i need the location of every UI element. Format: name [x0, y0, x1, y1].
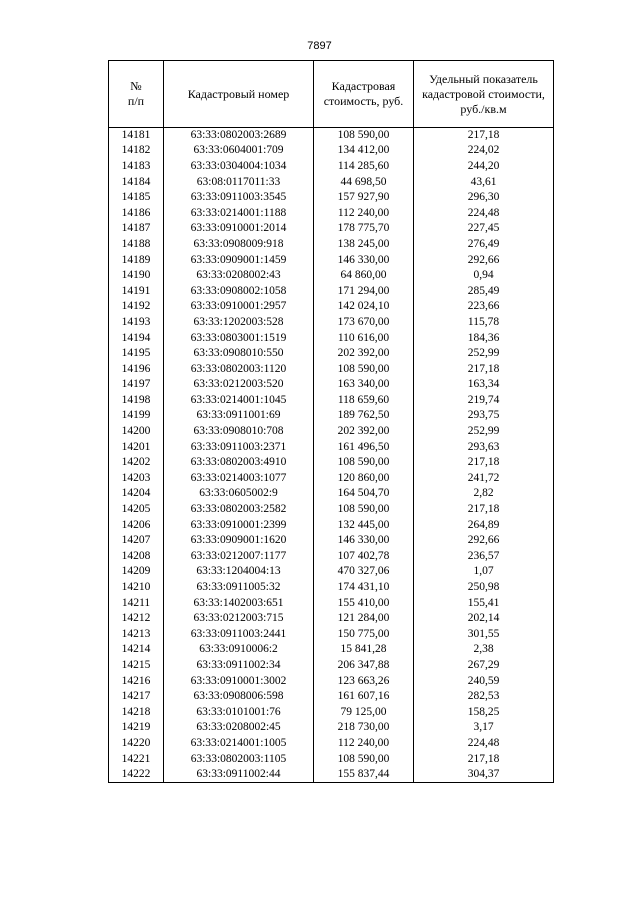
cadastral-number-cell: 63:33:0101001:76	[164, 704, 314, 720]
row-number-cell: 14191	[109, 283, 164, 299]
specific-value-cell: 155,41	[414, 595, 554, 611]
specific-value-cell: 241,72	[414, 471, 554, 487]
cadastral-number-cell: 63:33:0304004:1034	[164, 159, 314, 175]
table-row	[109, 159, 554, 175]
specific-value-cell: 252,99	[414, 346, 554, 362]
cadastral-number-cell: 63:33:0908002:1058	[164, 283, 314, 299]
specific-value-cell: 292,66	[414, 533, 554, 549]
cadastral-number-cell: 63:33:0802003:1120	[164, 361, 314, 377]
table-row	[109, 751, 554, 767]
table-row	[109, 455, 554, 471]
specific-value-cell: 224,48	[414, 736, 554, 752]
cadastral-value-cell: 108 590,00	[314, 502, 414, 518]
cadastral-value-cell: 138 245,00	[314, 237, 414, 253]
row-number-cell: 14197	[109, 377, 164, 393]
table-row	[109, 283, 554, 299]
table-header	[109, 61, 554, 128]
table-row	[109, 720, 554, 736]
row-number-cell: 14219	[109, 720, 164, 736]
cadastral-value-cell: 178 775,70	[314, 221, 414, 237]
cadastral-value-cell: 134 412,00	[314, 143, 414, 159]
cadastral-value-cell: 173 670,00	[314, 315, 414, 331]
table-row	[109, 268, 554, 284]
row-number-cell: 14184	[109, 174, 164, 190]
cadastral-value-cell: 44 698,50	[314, 174, 414, 190]
cadastral-number-cell: 63:33:0214001:1005	[164, 736, 314, 752]
row-number-cell: 14202	[109, 455, 164, 471]
header-cadastral-number: Кадастровый номер	[164, 61, 314, 128]
row-number-cell: 14181	[109, 128, 164, 144]
row-number-cell: 14201	[109, 439, 164, 455]
row-number-cell: 14195	[109, 346, 164, 362]
row-number-cell: 14221	[109, 751, 164, 767]
specific-value-cell: 244,20	[414, 159, 554, 175]
cadastral-number-cell: 63:33:0908010:550	[164, 346, 314, 362]
specific-value-cell: 2,38	[414, 642, 554, 658]
cadastral-value-cell: 120 860,00	[314, 471, 414, 487]
cadastral-number-cell: 63:33:1204004:13	[164, 564, 314, 580]
specific-value-cell: 217,18	[414, 751, 554, 767]
specific-value-cell: 3,17	[414, 720, 554, 736]
table-row	[109, 361, 554, 377]
row-number-cell: 14182	[109, 143, 164, 159]
table-row	[109, 377, 554, 393]
cadastral-value-cell: 161 496,50	[314, 439, 414, 455]
specific-value-cell: 224,48	[414, 205, 554, 221]
table-row	[109, 486, 554, 502]
cadastral-value-cell: 171 294,00	[314, 283, 414, 299]
cadastral-number-cell: 63:33:1202003:528	[164, 315, 314, 331]
table-row	[109, 221, 554, 237]
cadastral-number-cell: 63:33:0208002:43	[164, 268, 314, 284]
cadastral-value-cell: 155 410,00	[314, 595, 414, 611]
cadastral-number-cell: 63:33:0910001:2399	[164, 517, 314, 533]
cadastral-number-cell: 63:33:0802003:4910	[164, 455, 314, 471]
table-row	[109, 346, 554, 362]
specific-value-cell: 1,07	[414, 564, 554, 580]
row-number-cell: 14205	[109, 502, 164, 518]
cadastral-value-cell: 108 590,00	[314, 361, 414, 377]
cadastral-number-cell: 63:33:0909001:1620	[164, 533, 314, 549]
specific-value-cell: 267,29	[414, 658, 554, 674]
specific-value-cell: 0,94	[414, 268, 554, 284]
cadastral-value-cell: 163 340,00	[314, 377, 414, 393]
cadastral-value-cell: 79 125,00	[314, 704, 414, 720]
specific-value-cell: 2,82	[414, 486, 554, 502]
cadastral-number-cell: 63:33:0908010:708	[164, 424, 314, 440]
cadastral-value-cell: 150 775,00	[314, 627, 414, 643]
header-row-number: № п/п	[109, 61, 164, 128]
cadastral-number-cell: 63:33:0911003:2441	[164, 627, 314, 643]
row-number-cell: 14192	[109, 299, 164, 315]
cadastral-number-cell: 63:33:0212007:1177	[164, 549, 314, 565]
specific-value-cell: 236,57	[414, 549, 554, 565]
table-row	[109, 580, 554, 596]
cadastral-value-cell: 470 327,06	[314, 564, 414, 580]
cadastral-number-cell: 63:33:0911003:2371	[164, 439, 314, 455]
row-number-cell: 14220	[109, 736, 164, 752]
header-specific-value: Удельный показатель кадастровой стоимости, руб./кв.м	[414, 61, 554, 128]
table-row	[109, 533, 554, 549]
row-number-cell: 14183	[109, 159, 164, 175]
cadastral-number-cell: 63:33:0911003:3545	[164, 190, 314, 206]
table-row	[109, 128, 554, 144]
table-row	[109, 330, 554, 346]
cadastral-value-cell: 112 240,00	[314, 736, 414, 752]
cadastral-value-cell: 108 590,00	[314, 128, 414, 144]
table-row	[109, 190, 554, 206]
row-number-cell: 14214	[109, 642, 164, 658]
cadastral-number-cell: 63:33:0214001:1188	[164, 205, 314, 221]
cadastral-value-cell: 15 841,28	[314, 642, 414, 658]
specific-value-cell: 223,66	[414, 299, 554, 315]
row-number-cell: 14203	[109, 471, 164, 487]
row-number-cell: 14206	[109, 517, 164, 533]
row-number-cell: 14193	[109, 315, 164, 331]
table-row	[109, 549, 554, 565]
cadastral-number-cell: 63:33:0908006:598	[164, 689, 314, 705]
cadastral-number-cell: 63:33:0214001:1045	[164, 393, 314, 409]
table-row	[109, 205, 554, 221]
table-row	[109, 517, 554, 533]
cadastral-value-cell: 112 240,00	[314, 205, 414, 221]
specific-value-cell: 293,63	[414, 439, 554, 455]
row-number-cell: 14198	[109, 393, 164, 409]
cadastral-number-cell: 63:33:0208002:45	[164, 720, 314, 736]
specific-value-cell: 264,89	[414, 517, 554, 533]
cadastral-value-cell: 146 330,00	[314, 252, 414, 268]
cadastral-value-cell: 202 392,00	[314, 346, 414, 362]
specific-value-cell: 217,18	[414, 128, 554, 144]
row-number-cell: 14194	[109, 330, 164, 346]
cadastral-value-cell: 123 663,26	[314, 673, 414, 689]
cadastral-value-cell: 164 504,70	[314, 486, 414, 502]
cadastral-number-cell: 63:08:0117011:33	[164, 174, 314, 190]
page-number: 7897	[307, 40, 332, 52]
row-number-cell: 14196	[109, 361, 164, 377]
cadastral-value-cell: 108 590,00	[314, 751, 414, 767]
table-row	[109, 471, 554, 487]
row-number-cell: 14199	[109, 408, 164, 424]
table-body	[109, 128, 554, 783]
cadastral-number-cell: 63:33:0908009:918	[164, 237, 314, 253]
table-row	[109, 736, 554, 752]
specific-value-cell: 276,49	[414, 237, 554, 253]
table-row	[109, 627, 554, 643]
specific-value-cell: 285,49	[414, 283, 554, 299]
row-number-cell: 14218	[109, 704, 164, 720]
row-number-cell: 14209	[109, 564, 164, 580]
cadastral-value-cell: 114 285,60	[314, 159, 414, 175]
table-row	[109, 767, 554, 783]
header-cadastral-value: Кадастровая стоимость, руб.	[314, 61, 414, 128]
cadastral-number-cell: 63:33:0910006:2	[164, 642, 314, 658]
row-number-cell: 14190	[109, 268, 164, 284]
cadastral-number-cell: 63:33:0911001:69	[164, 408, 314, 424]
row-number-cell: 14216	[109, 673, 164, 689]
specific-value-cell: 293,75	[414, 408, 554, 424]
cadastral-value-cell: 161 607,16	[314, 689, 414, 705]
row-number-cell: 14200	[109, 424, 164, 440]
cadastral-value-cell: 146 330,00	[314, 533, 414, 549]
cadastral-number-cell: 63:33:0910001:2014	[164, 221, 314, 237]
table-row	[109, 315, 554, 331]
table-row	[109, 611, 554, 627]
cadastral-value-cell: 118 659,60	[314, 393, 414, 409]
table-row	[109, 595, 554, 611]
cadastral-number-cell: 63:33:0910001:2957	[164, 299, 314, 315]
cadastral-value-cell: 64 860,00	[314, 268, 414, 284]
specific-value-cell: 282,53	[414, 689, 554, 705]
cadastral-value-cell: 132 445,00	[314, 517, 414, 533]
table-row	[109, 564, 554, 580]
row-number-cell: 14215	[109, 658, 164, 674]
cadastral-number-cell: 63:33:0212003:520	[164, 377, 314, 393]
specific-value-cell: 115,78	[414, 315, 554, 331]
table-row	[109, 689, 554, 705]
cadastral-number-cell: 63:33:0214003:1077	[164, 471, 314, 487]
row-number-cell: 14185	[109, 190, 164, 206]
cadastral-value-table	[108, 60, 554, 783]
specific-value-cell: 296,30	[414, 190, 554, 206]
cadastral-value-cell: 174 431,10	[314, 580, 414, 596]
table-row	[109, 424, 554, 440]
cadastral-number-cell: 63:33:0802003:2689	[164, 128, 314, 144]
table-row	[109, 143, 554, 159]
specific-value-cell: 163,34	[414, 377, 554, 393]
specific-value-cell: 292,66	[414, 252, 554, 268]
row-number-cell: 14207	[109, 533, 164, 549]
cadastral-value-cell: 202 392,00	[314, 424, 414, 440]
row-number-cell: 14187	[109, 221, 164, 237]
cadastral-value-cell: 108 590,00	[314, 455, 414, 471]
cadastral-value-cell: 142 024,10	[314, 299, 414, 315]
specific-value-cell: 250,98	[414, 580, 554, 596]
row-number-cell: 14204	[109, 486, 164, 502]
cadastral-number-cell: 63:33:0911002:44	[164, 767, 314, 783]
specific-value-cell: 158,25	[414, 704, 554, 720]
row-number-cell: 14189	[109, 252, 164, 268]
specific-value-cell: 252,99	[414, 424, 554, 440]
table-row	[109, 502, 554, 518]
specific-value-cell: 304,37	[414, 767, 554, 783]
row-number-cell: 14208	[109, 549, 164, 565]
row-number-cell: 14186	[109, 205, 164, 221]
cadastral-value-cell: 110 616,00	[314, 330, 414, 346]
table-row	[109, 658, 554, 674]
row-number-cell: 14213	[109, 627, 164, 643]
cadastral-value-cell: 189 762,50	[314, 408, 414, 424]
cadastral-number-cell: 63:33:0803001:1519	[164, 330, 314, 346]
table-row	[109, 439, 554, 455]
specific-value-cell: 184,36	[414, 330, 554, 346]
table-row	[109, 642, 554, 658]
table-row	[109, 673, 554, 689]
row-number-cell: 14212	[109, 611, 164, 627]
row-number-cell: 14217	[109, 689, 164, 705]
cadastral-number-cell: 63:33:0802003:1105	[164, 751, 314, 767]
cadastral-value-cell: 218 730,00	[314, 720, 414, 736]
specific-value-cell: 219,74	[414, 393, 554, 409]
cadastral-number-cell: 63:33:0911002:34	[164, 658, 314, 674]
row-number-cell: 14188	[109, 237, 164, 253]
table-row	[109, 237, 554, 253]
specific-value-cell: 224,02	[414, 143, 554, 159]
cadastral-value-cell: 206 347,88	[314, 658, 414, 674]
row-number-cell: 14210	[109, 580, 164, 596]
row-number-cell: 14222	[109, 767, 164, 783]
cadastral-value-cell: 107 402,78	[314, 549, 414, 565]
cadastral-number-cell: 63:33:0212003:715	[164, 611, 314, 627]
row-number-cell: 14211	[109, 595, 164, 611]
table-row	[109, 252, 554, 268]
specific-value-cell: 240,59	[414, 673, 554, 689]
table-row	[109, 393, 554, 409]
cadastral-value-cell: 157 927,90	[314, 190, 414, 206]
specific-value-cell: 217,18	[414, 361, 554, 377]
cadastral-number-cell: 63:33:1402003:651	[164, 595, 314, 611]
cadastral-number-cell: 63:33:0802003:2582	[164, 502, 314, 518]
table-row	[109, 299, 554, 315]
specific-value-cell: 202,14	[414, 611, 554, 627]
specific-value-cell: 217,18	[414, 455, 554, 471]
specific-value-cell: 227,45	[414, 221, 554, 237]
specific-value-cell: 43,61	[414, 174, 554, 190]
cadastral-number-cell: 63:33:0604001:709	[164, 143, 314, 159]
table-row	[109, 704, 554, 720]
cadastral-value-cell: 121 284,00	[314, 611, 414, 627]
cadastral-number-cell: 63:33:0911005:32	[164, 580, 314, 596]
table-row	[109, 174, 554, 190]
header-row	[109, 61, 554, 128]
cadastral-number-cell: 63:33:0909001:1459	[164, 252, 314, 268]
specific-value-cell: 217,18	[414, 502, 554, 518]
cadastral-value-cell: 155 837,44	[314, 767, 414, 783]
table-row	[109, 408, 554, 424]
cadastral-number-cell: 63:33:0605002:9	[164, 486, 314, 502]
specific-value-cell: 301,55	[414, 627, 554, 643]
cadastral-number-cell: 63:33:0910001:3002	[164, 673, 314, 689]
